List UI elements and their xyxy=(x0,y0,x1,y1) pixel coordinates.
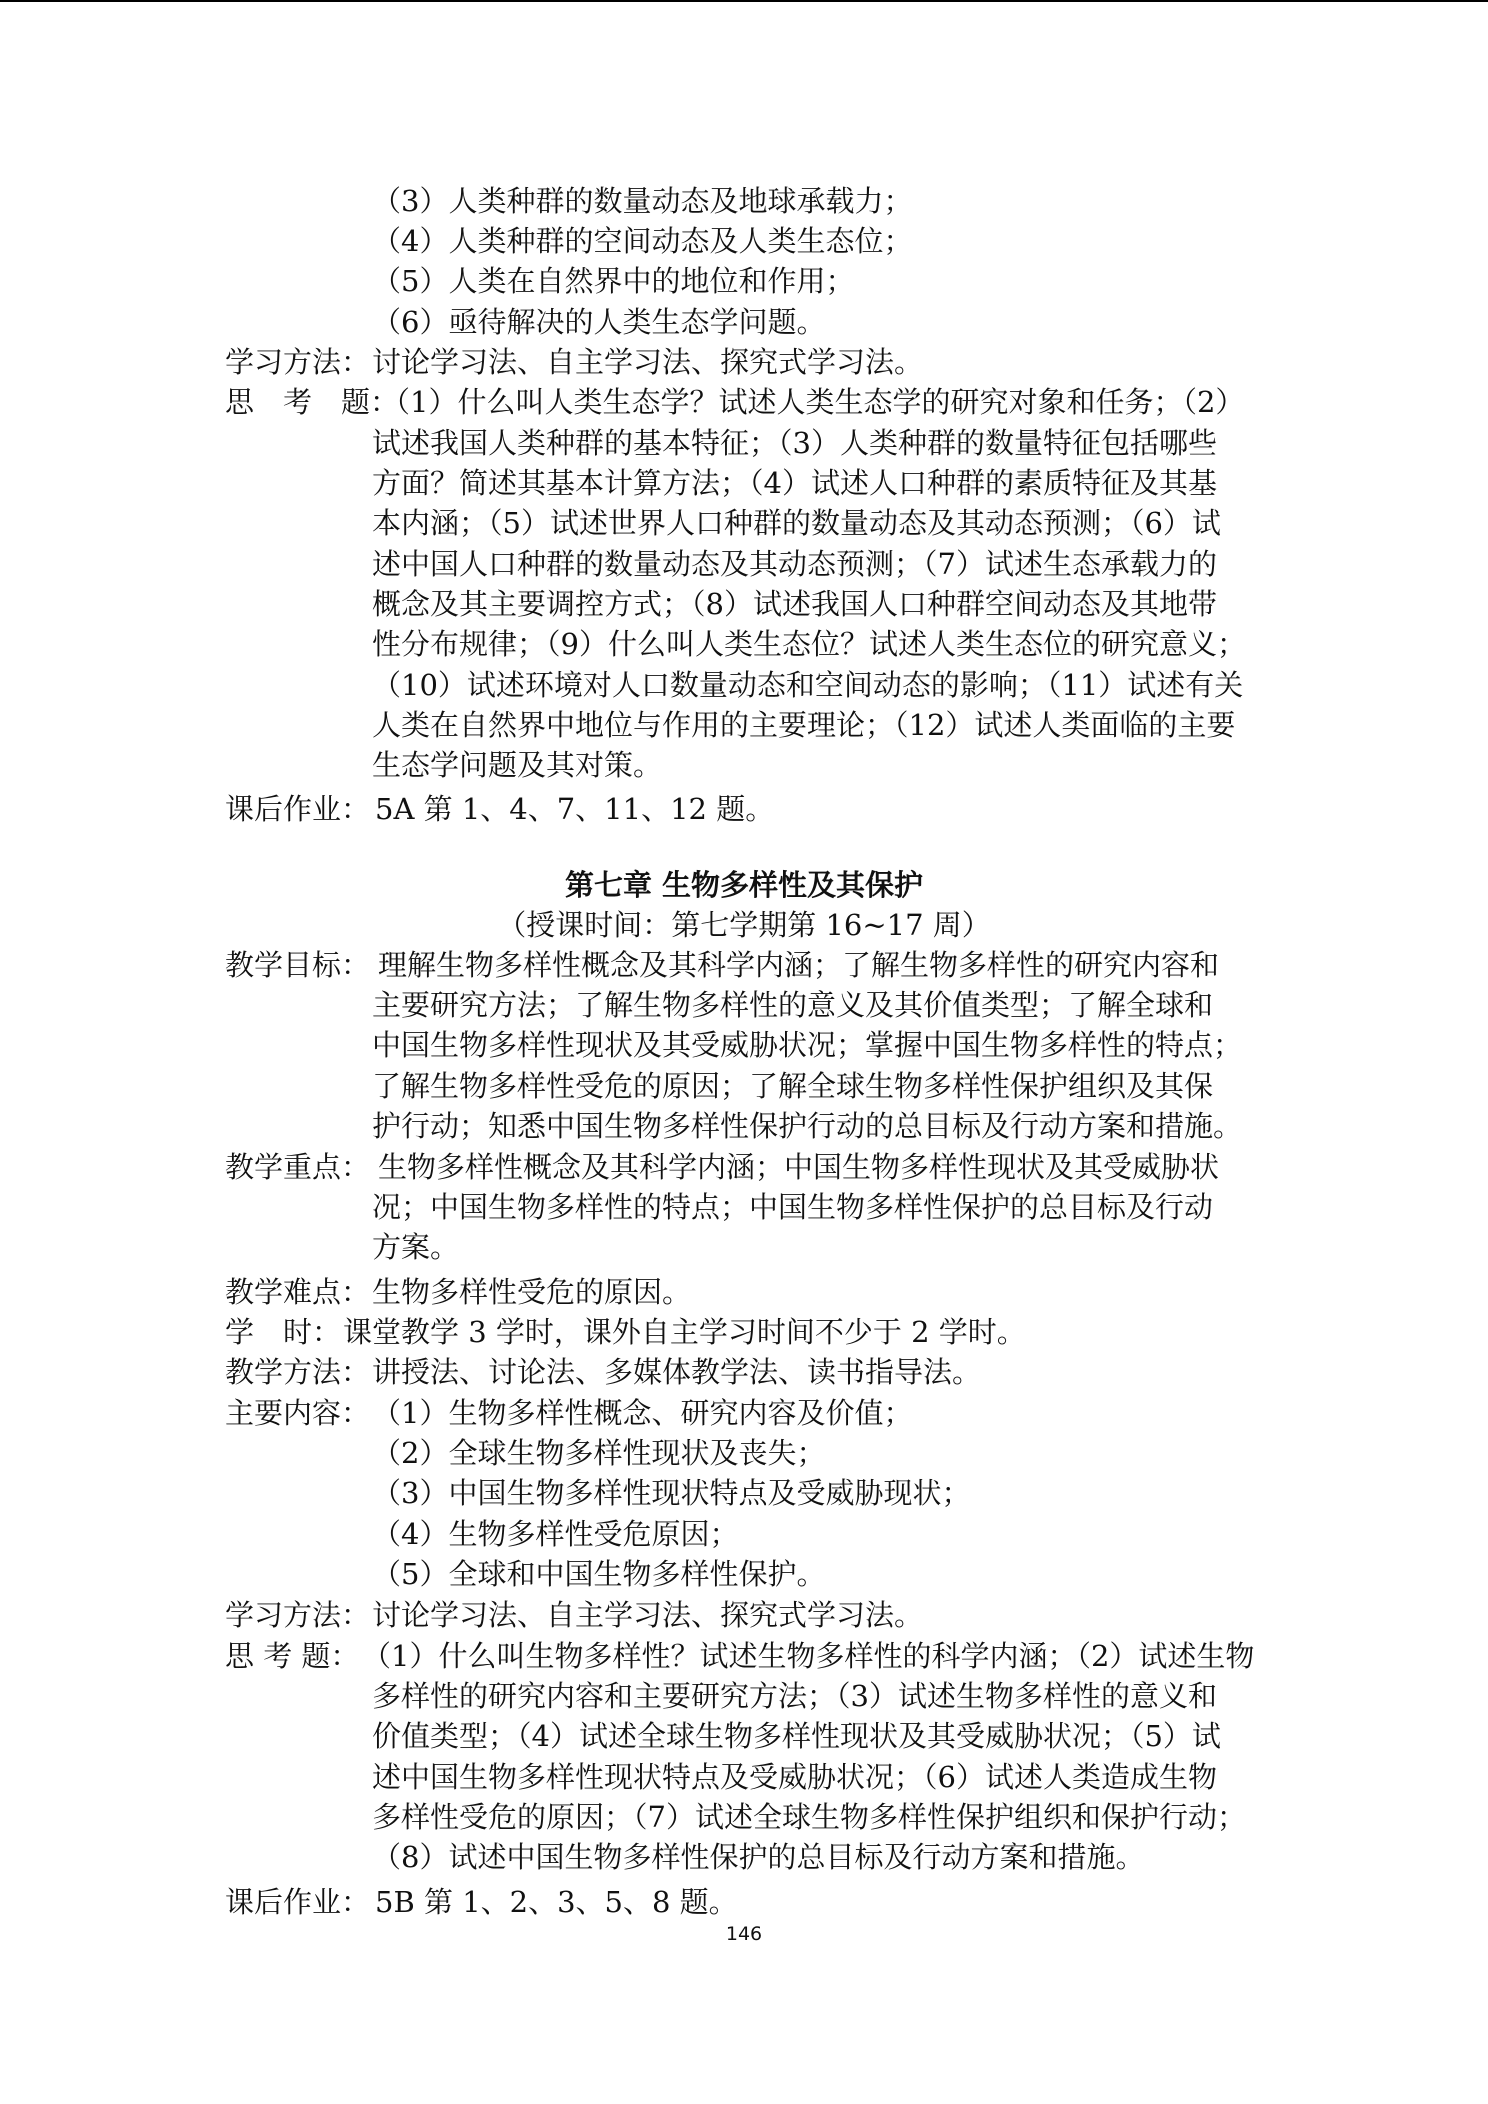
content-item-text: （1）生物多样性概念、研究内容及价值； xyxy=(372,1396,913,1430)
field-value: 5B 第 1、2、3、5、8 题。 xyxy=(375,1885,738,1919)
key-line: 生物多样性概念及其科学内涵；中国生物多样性现状及其受威胁状 xyxy=(378,1150,1220,1184)
content-item-text: （2）全球生物多样性现状及丧失； xyxy=(372,1436,826,1470)
question-line: （8）试述中国生物多样性保护的总目标及行动方案和措施。 xyxy=(372,1840,1145,1874)
question-line: （1）什么叫人类生态学？试述人类生态学的研究对象和任务；（2） xyxy=(381,385,1245,419)
question-line: 价值类型；（4）试述全球生物多样性现状及其受威胁状况；（5）试 xyxy=(372,1719,1221,1753)
field-label: 学习方法： xyxy=(225,345,371,379)
field-label: 课后作业： xyxy=(225,792,371,826)
goal-line: 中国生物多样性现状及其受威胁状况；掌握中国生物多样性的特点； xyxy=(372,1028,1243,1062)
field-label: 教学难点： xyxy=(225,1275,371,1309)
chapter-title: 第七章 生物多样性及其保护 xyxy=(564,868,924,902)
question-line: 概念及其主要调控方式；（8）试述我国人口种群空间动态及其地带 xyxy=(372,587,1217,621)
field-value: 讨论学习法、自主学习法、探究式学习法。 xyxy=(372,1598,924,1632)
field-label: 课后作业： xyxy=(225,1885,371,1919)
field-label: 教学重点： xyxy=(225,1150,371,1184)
field-value: 生物多样性受危的原因。 xyxy=(372,1275,692,1309)
content-item-text: （5）全球和中国生物多样性保护。 xyxy=(372,1557,826,1591)
content-item-text: （4）生物多样性受危原因； xyxy=(372,1517,739,1551)
goal-line: 了解生物多样性受危的原因；了解全球生物多样性保护组织及其保 xyxy=(372,1069,1214,1103)
field-value: 讨论学习法、自主学习法、探究式学习法。 xyxy=(372,345,924,379)
field-label: 思 考 题： xyxy=(225,385,400,419)
field-label: 教学目标： xyxy=(225,948,371,982)
field-label: 学 时： xyxy=(225,1315,342,1349)
question-line: 多样性的研究内容和主要研究方法；（3）试述生物多样性的意义和 xyxy=(372,1679,1217,1713)
field-label: 学习方法： xyxy=(225,1598,371,1632)
content-item-text: （4）人类种群的空间动态及人类生态位； xyxy=(372,224,913,258)
question-line: 人类在自然界中地位与作用的主要理论；（12）试述人类面临的主要 xyxy=(372,708,1236,742)
question-line: 生态学问题及其对策。 xyxy=(372,748,663,782)
field-value: 5A 第 1、4、7、11、12 题。 xyxy=(375,792,775,826)
question-line: （10）试述环境对人口数量动态和空间动态的影响；（11）试述有关 xyxy=(372,668,1244,702)
field-label: 主要内容： xyxy=(225,1396,371,1430)
question-line: 性分布规律；（9）什么叫人类生态位？试述人类生态位的研究意义； xyxy=(372,627,1246,661)
content-item-text: （6）亟待解决的人类生态学问题。 xyxy=(372,305,826,339)
field-value: 讲授法、讨论法、多媒体教学法、读书指导法。 xyxy=(372,1355,982,1389)
question-line: 方面？简述其基本计算方法；（4）试述人口种群的素质特征及其基 xyxy=(372,466,1217,500)
key-line: 况；中国生物多样性的特点；中国生物多样性保护的总目标及行动 xyxy=(372,1190,1214,1224)
goal-line: 理解生物多样性概念及其科学内涵；了解生物多样性的研究内容和 xyxy=(378,948,1220,982)
content-item-text: （3）人类种群的数量动态及地球承载力； xyxy=(372,184,913,218)
goal-line: 护行动；知悉中国生物多样性保护行动的总目标及行动方案和措施。 xyxy=(372,1109,1243,1143)
question-line: （1）什么叫生物多样性？试述生物多样性的科学内涵；（2）试述生物 xyxy=(362,1639,1255,1673)
content-item-text: （3）中国生物多样性现状特点及受威胁现状； xyxy=(372,1476,971,1510)
question-line: 多样性受危的原因；（7）试述全球生物多样性保护组织和保护行动； xyxy=(372,1800,1246,1834)
chapter-schedule: （授课时间：第七学期第 16~17 周） xyxy=(497,908,991,942)
question-line: 述中国人口种群的数量动态及其动态预测；（7）试述生态承载力的 xyxy=(372,547,1217,581)
question-line: 述中国生物多样性现状特点及受威胁状况；（6）试述人类造成生物 xyxy=(372,1760,1217,1794)
goal-line: 主要研究方法；了解生物多样性的意义及其价值类型；了解全球和 xyxy=(372,988,1214,1022)
field-label: 教学方法： xyxy=(225,1355,371,1389)
question-line: 本内涵；（5）试述世界人口种群的数量动态及其动态预测；（6）试 xyxy=(372,506,1221,540)
content-item-text: （5）人类在自然界中的地位和作用； xyxy=(372,264,855,298)
page-number: 146 xyxy=(725,1923,763,1945)
field-label: 思 考 题： xyxy=(225,1639,360,1673)
field-value: 课堂教学 3 学时，课外自主学习时间不少于 2 学时。 xyxy=(343,1315,1026,1349)
question-line: 试述我国人类种群的基本特征；（3）人类种群的数量特征包括哪些 xyxy=(372,426,1217,460)
key-line: 方案。 xyxy=(372,1230,460,1264)
